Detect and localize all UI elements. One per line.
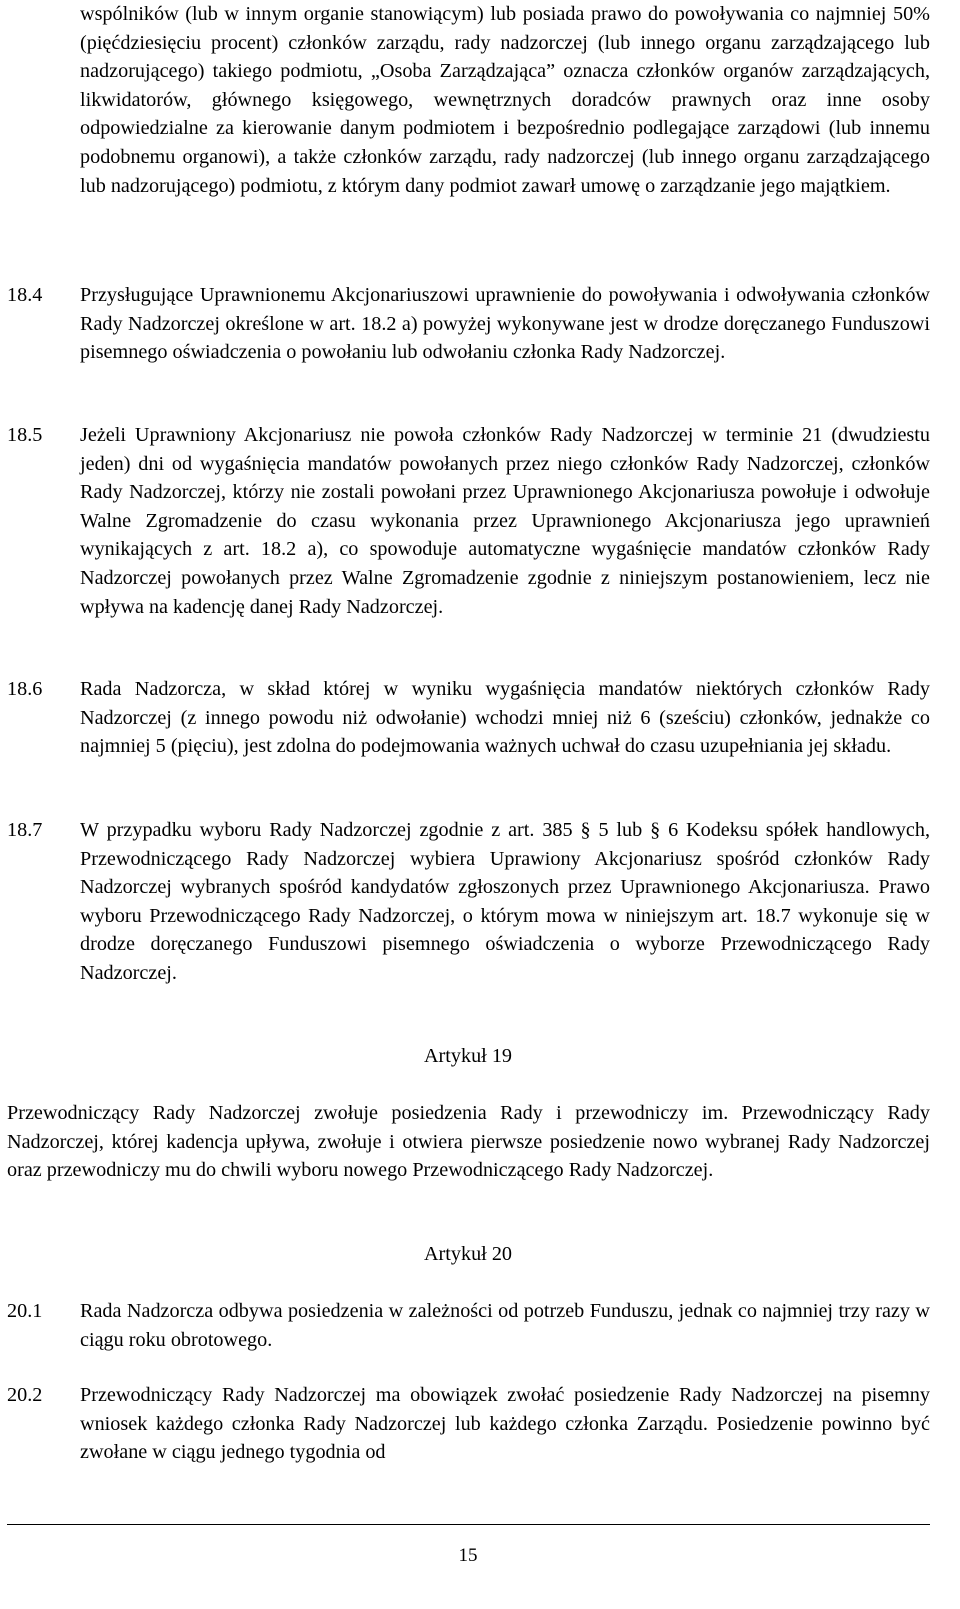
footer-divider — [7, 1524, 930, 1525]
article-19-text: Przewodniczący Rady Nadzorczej zwołuje posiedzenia Rady i przewodniczy im. Przewodniczący Rady Nadzorczej, której kadencja upływa, zwołuje i otwiera pierwsze posiedzenie nowo wybranej Rady Nadzorczej oraz przewodniczy mu do chwili wyboru nowego Przewodniczącego Rady Nadzorczej. — [7, 1102, 930, 1182]
section-18-4 — [7, 281, 930, 367]
section-18-5 — [7, 421, 930, 621]
section-text: Rada Nadzorcza, w skład której w wyniku wygaśnięcia mandatów niektórych członków Rady Nadzorczej (z innego powodu niż odwołanie) wchodzi mniej niż 6 (sześciu) członków, jednakże co najmniej 5 (pięciu), jest zdolna do podejmowania ważnych uchwał do czasu uzupełniania jej składu. — [80, 678, 930, 758]
section-18-7 — [7, 816, 930, 988]
section-number: 18.7 — [7, 819, 43, 841]
section-text: W przypadku wyboru Rady Nadzorczej zgodnie z art. 385 § 5 lub § 6 Kodeksu spółek handlowych, Przewodniczącego Rady Nadzorczej wybiera Uprawiony Akcjonariusz spośród członków Rady Nadzorczej wybranych spośród kandydatów zgłoszonych przez Uprawnionego Akcjonariusza. Prawo wyboru Przewodniczącego Rady Nadzorczej, o którym mowa w niniejszym art. 18.7 wykonuje się w drodze doręczanego Funduszowi pisemnego oświadczenia o wyborze Przewodniczącego Rady Nadzorczej. — [80, 819, 930, 984]
section-20-2 — [7, 1381, 930, 1467]
intro-paragraph: wspólników (lub w innym organie stanowiącym) lub posiada prawo do powoływania co najmniej 50% (pięćdziesięciu procent) członków zarządu, rady nadzorczej (lub innego organu zarządzającego lub nadzorującego) takiego podmiotu, „Osoba Zarządzająca” oznacza członków organów zarządzających, likwidatorów, głównego księgowego, wewnętrznych doradców prawnych oraz inne osoby odpowiedzialne za kierowanie danym podmiotem i bezpośrednio podlegające zarządowi (lub innemu podobnemu organowi), a także członków zarządu, rady nadzorczej (lub innego organu zarządzającego lub nadzorującego) podmiotu, z którym dany podmiot zawarł umowę o zarządzanie jego majątkiem. — [80, 3, 930, 197]
section-number: 18.5 — [7, 424, 43, 446]
section-20-1 — [7, 1297, 930, 1354]
article-20-heading: Artykuł 20 — [423, 1243, 513, 1265]
page-number: 15 — [458, 1545, 478, 1566]
section-number: 20.1 — [7, 1300, 43, 1322]
section-number: 18.4 — [7, 284, 43, 306]
section-text: Przewodniczący Rady Nadzorczej ma obowiązek zwołać posiedzenie Rady Nadzorczej na pisemny wniosek każdego członka Rady Nadzorczej lub każdego członka Zarządu. Posiedzenie powinno być zwołane w ciągu jednego tygodnia od — [80, 1384, 930, 1464]
section-text: Jeżeli Uprawniony Akcjonariusz nie powoła członków Rady Nadzorczej w terminie 21 (dwudziestu jeden) dni od wygaśnięcia mandatów powołanych przez niego członków Rady Nadzorczej, członków Rady Nadzorczej, którzy nie zostali powołani przez Uprawnionego Akcjonariusza powołuje i odwołuje Walne Zgromadzenie do czasu wykonania przez Uprawnionego Akcjonariusza jego uprawnień wynikających z art. 18.2 a), co spowoduje automatyczne wygaśnięcie mandatów członków Rady Nadzorczej powołanych przez Walne Zgromadzenie zgodnie z niniejszym postanowieniem, lecz nie wpływa na kadencję danej Rady Nadzorczej. — [80, 424, 930, 618]
section-number: 18.6 — [7, 678, 43, 700]
article-19-heading: Artykuł 19 — [423, 1045, 513, 1067]
section-text: Przysługujące Uprawnionemu Akcjonariuszowi uprawnienie do powoływania i odwoływania członków Rady Nadzorczej określone w art. 18.2 a) powyżej wykonywane jest w drodze doręczanego Funduszowi pisemnego oświadczenia o powołaniu lub odwołaniu członka Rady Nadzorczej. — [80, 284, 930, 364]
section-text: Rada Nadzorcza odbywa posiedzenia w zależności od potrzeb Funduszu, jednak co najmniej trzy razy w ciągu roku obrotowego. — [80, 1300, 930, 1351]
section-number: 20.2 — [7, 1384, 43, 1406]
section-18-6 — [7, 675, 930, 761]
